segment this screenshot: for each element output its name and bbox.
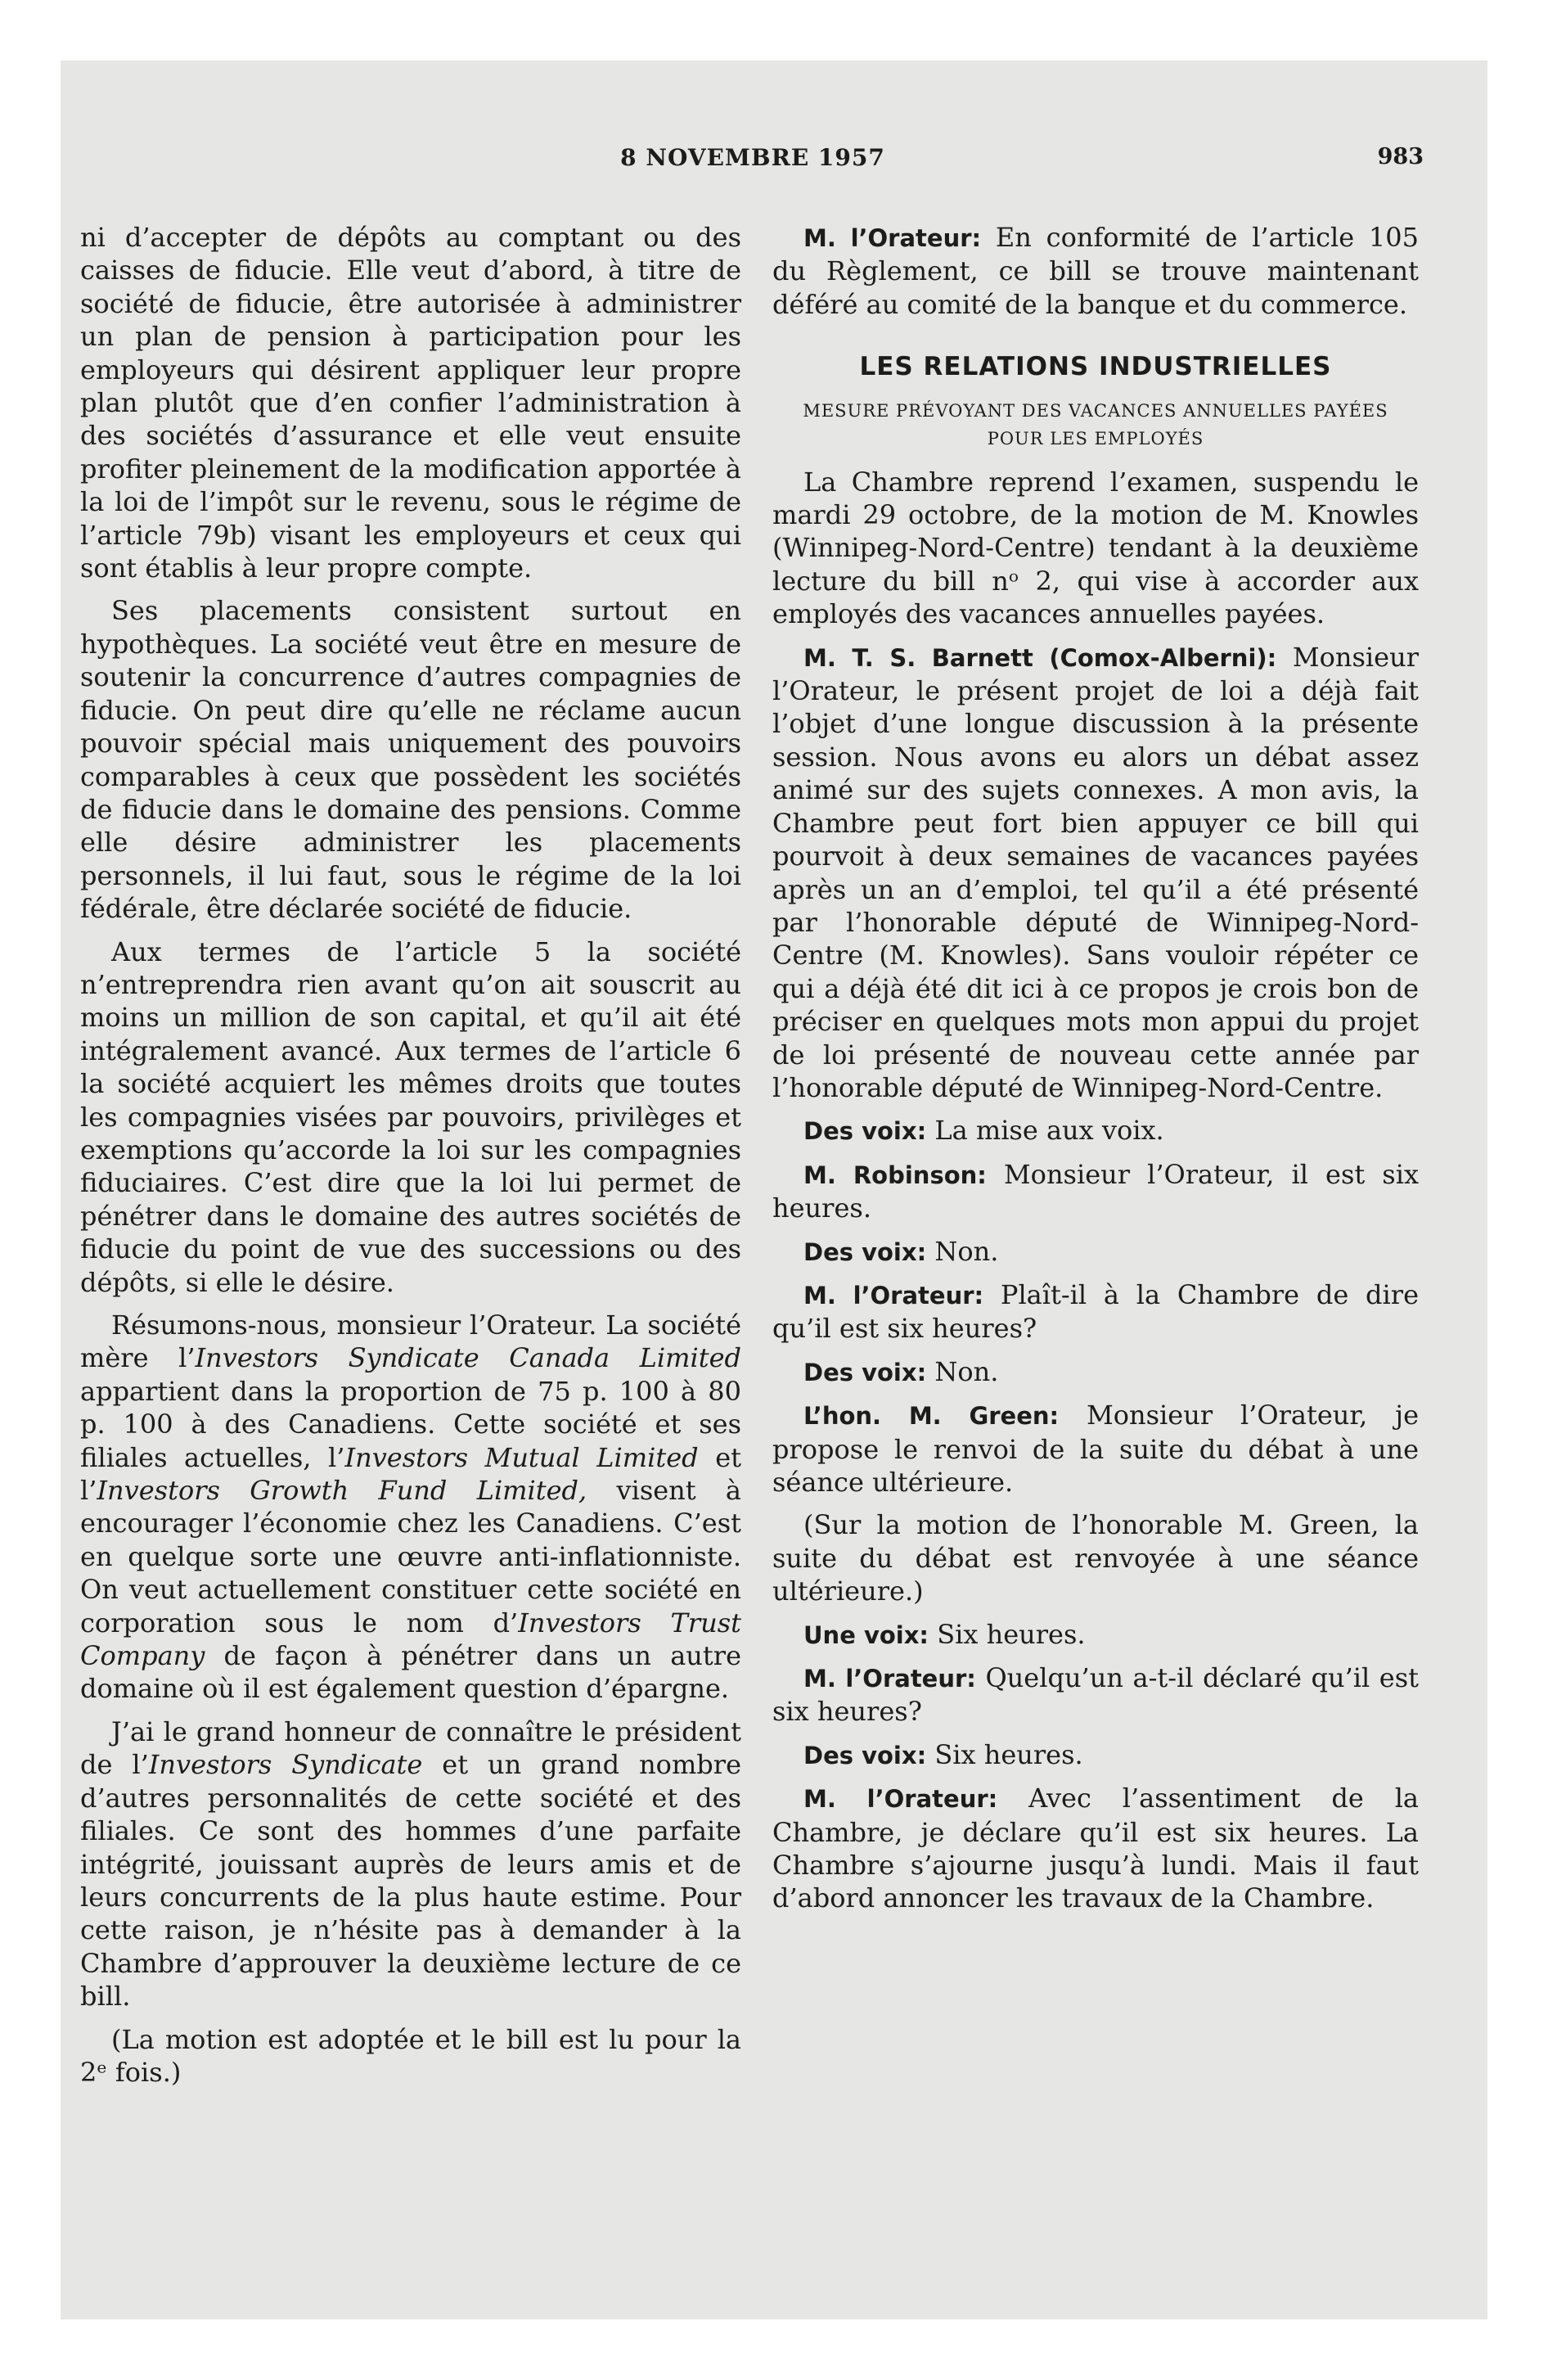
company-name: Investors Growth Fund Limited, [97, 1475, 587, 1507]
text-run: et un grand nombre d’autres personnalités de cette société et des filiales. Ce sont des hommes d’une parfaite intégrité, jouissant auprès de leurs amis et de leurs concurrents de la plus haute estime. Pour cette raison, je n’hésite pas à demander à la Chambre d’approuver la deuxième lecture de ce bill. [80, 1749, 742, 2013]
speech [772, 1158, 1419, 1225]
page-number: 983 [1377, 144, 1424, 169]
paragraph [80, 1715, 741, 2013]
company-name: Investors Syndicate [148, 1749, 423, 1781]
speech [772, 1235, 1419, 1269]
speech [772, 1355, 1419, 1389]
paragraph: Aux termes de l’article 5 la société n’entreprendra rien avant qu’on ait souscrit au moins un million de son capital, et qu’il ait été intégralement avancé. Aux termes de l’article 6 la société acquiert les mêmes droits que toutes les compagnies visées par pouvoirs, privilèges et exemptions qu’accorde la loi sur les compagnies fiduciaires. C’est dire que la loi lui permet de pénétrer dans le domaine des autres sociétés de fiducie du point de vue des successions ou des dépôts, si elle le désire. [80, 935, 741, 1298]
right-column [772, 221, 1419, 1925]
speaker-name: M. l’Orateur: [803, 1281, 984, 1309]
company-name: Investors Mutual Limited [344, 1441, 699, 1473]
speech-text: La mise aux voix. [926, 1115, 1164, 1147]
speaker-name: M. l’Orateur: [803, 1785, 998, 1814]
speech-text: Six heures. [929, 1618, 1086, 1650]
section-subtitle: MESURE PRÉVOYANT DES VACANCES ANNUELLES PAYÉES POUR LES EMPLOYÉS [803, 400, 1388, 449]
text-run: appartient dans la proportion de 75 p. 100 à 80 p. 100 à des Canadiens. Cette société et ses filiales actuelles, l’ [80, 1375, 741, 1473]
speaker-name: M. Robinson: [803, 1161, 987, 1189]
paragraph: ni d’accepter de dépôts au comptant ou des caisses de fiducie. Elle veut d’abord, à titre de société de fiducie, être autorisée à administrer un plan de pension à participation pour les employeurs qui désirent appliquer leur propre plan plutôt que d’en confier l’administration à des sociétés d’assurance et elle veut ensuite profiter pleinement de la modification apportée à la loi de l’impôt sur le revenu, sous le régime de l’article 79b) visant les employeurs et ceux qui sont établis à leur propre compte. [80, 222, 741, 584]
speaker-name: Des voix: [803, 1117, 927, 1146]
left-column [80, 221, 741, 2098]
company-name: Investors Syndicate Canada Limited [195, 1342, 742, 1374]
paragraph: La Chambre reprend l’examen, suspendu le mardi 29 octobre, de la motion de M. Knowles (Winnipeg-Nord-Centre) tendant à la deuxième lecture du bill nᵒ 2, qui vise à accorder aux employés des vacances annuelles payées. [772, 466, 1419, 630]
page-header [82, 144, 1424, 193]
speech-text: Monsieur l’Orateur, il est six heures. [772, 1158, 1420, 1224]
speaker-name: M. l’Orateur: [803, 1665, 976, 1693]
paragraph: Ses placements consistent surtout en hypothèques. La société veut être en mesure de soutenir la concurrence d’autres compagnies de fiducie. On peut dire qu’elle ne réclame aucun pouvoir spécial mais uniquement des pouvoirs comparables à ceux que possèdent les sociétés de fiducie dans le domaine des pensions. Comme elle désire administrer les placements personnels, il lui faut, sous le régime de la loi fédérale, être déclarée société de fiducie. [80, 595, 741, 925]
speech-text: Six heures. [926, 1738, 1083, 1770]
speaker-name: Une voix: [803, 1620, 929, 1649]
speech [772, 1114, 1419, 1147]
speaker-name: Des voix: [803, 1741, 927, 1769]
speech-text: Monsieur l’Orateur, le présent projet de loi a déjà fait l’objet d’une longue discussion à la présente session. Nous avons eu alors un débat assez animé sur des sujets connexes. A mon avis, la Chambre peut fort bien appuyer ce bill qui pourvoit à deux semaines de vacances payées après un an d’emploi, tel qu’il a été présenté par l’honorable député de Winnipeg-Nord-Centre (M. Knowles). Sans vouloir répéter ce qui a déjà été dit ici à ce propos je crois bon de préciser en quelques mots mon appui du projet de loi présenté de nouveau cette année par l’honorable député de Winnipeg-Nord-Centre. [772, 641, 1420, 1103]
speech [772, 1782, 1419, 1915]
speech-text: Monsieur l’Orateur, je propose le renvoi de la suite du débat à une séance ultérieure. [772, 1400, 1420, 1498]
page-date: 8 NOVEMBRE 1957 [620, 144, 885, 171]
speaker-name: Des voix: [803, 1237, 927, 1266]
speech-text: Quelqu’un a-t-il déclaré qu’il est six heures? [772, 1662, 1420, 1728]
speech [772, 1618, 1419, 1652]
speech [772, 1738, 1419, 1772]
speech [772, 1661, 1419, 1729]
speech-text: Non. [926, 1235, 999, 1267]
speaker-name: M. T. S. Barnett (Comox-Alberni): [803, 643, 1277, 672]
company-name: Investors Trust Company [80, 1607, 741, 1672]
speech-text: Avec l’assentiment de la Chambre, je déclare qu’il est six heures. La Chambre s’ajourne jusqu’à lundi. Mais il faut d’abord annoncer les travaux de la Chambre. [772, 1783, 1420, 1914]
text-run: de façon à pénétrer dans un autre domaine où il est également question d’épargne. [80, 1640, 741, 1705]
speaker-name: L’hon. M. Green: [803, 1402, 1060, 1431]
text-run: Résumons-nous, monsieur l’Orateur. La société mère l’ [80, 1309, 741, 1374]
procedural-note: (Sur la motion de l’honorable M. Green, la suite du débat est renvoyée à une séance ultérieure.) [772, 1509, 1419, 1607]
speech [772, 1399, 1419, 1499]
speaker-name: Des voix: [803, 1358, 927, 1386]
speaker-name: M. l’Orateur: [803, 224, 982, 252]
text-run: J’ai le grand honneur de connaître le président de l’ [80, 1715, 741, 1781]
speech-text: Non. [926, 1355, 999, 1387]
procedural-note: (La motion est adoptée et le bill est lu pour la 2ᵉ fois.) [80, 2023, 741, 2088]
paragraph [80, 1309, 741, 1706]
speech-text: En conformité de l’article 105 du Règlement, ce bill se trouve maintenant déféré au comité de la banque et du commerce. [772, 222, 1420, 320]
section-title: LES RELATIONS INDUSTRIELLES [859, 352, 1332, 382]
text-run: visent à encourager l’économie chez les Canadiens. C’est en quelque sorte une œuvre anti-inflationniste. On veut actuellement constituer cette société en corporation sous le nom d’ [80, 1475, 742, 1639]
speech-text: Plaît-il à la Chambre de dire qu’il est six heures? [772, 1278, 1420, 1345]
speech [772, 641, 1419, 1105]
speech [772, 221, 1419, 321]
text-run: et l’ [80, 1441, 742, 1507]
speech [772, 1278, 1419, 1346]
